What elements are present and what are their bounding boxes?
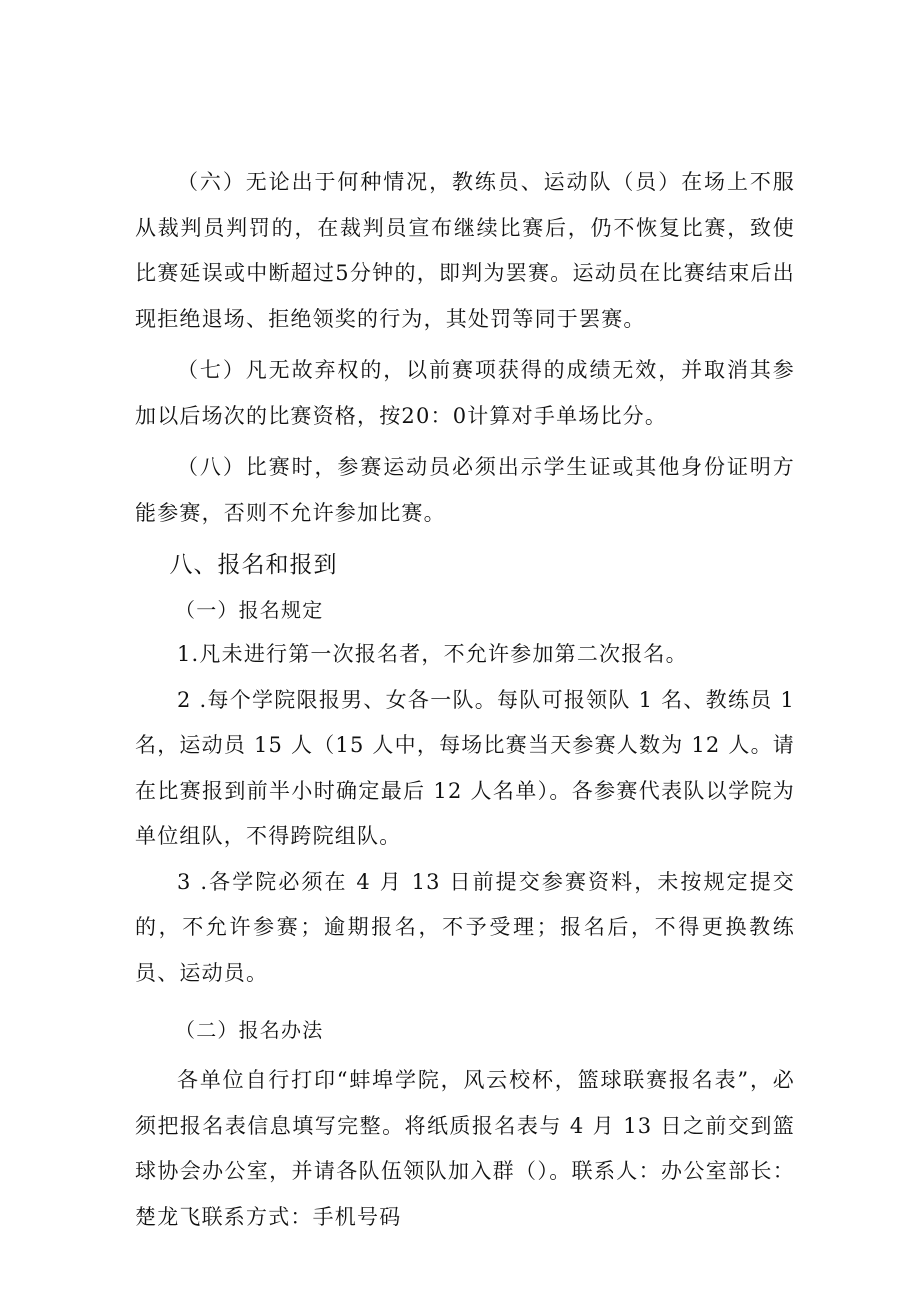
paragraph-rule-8: （八）比赛时，参赛运动员必须出示学生证或其他身份证明方能参赛，否则不允许参加比赛。 — [135, 455, 795, 525]
document-body — [135, 160, 795, 1240]
registration-item-3: 3 .各学院必须在 4 月 13 日前提交参赛资料，未按规定提交的，不允许参赛；逾期报名，不予受理；报名后，不得更换教练员、运动员。 — [135, 869, 795, 985]
section-heading-registration: 八、报名和报到 — [169, 552, 338, 578]
paragraph-rule-7: （七）凡无故弃权的，以前赛项获得的成绩无效，并取消其参加以后场次的比赛资格，按20：0计算对手单场比分。 — [135, 358, 795, 428]
subheading-registration-method: （二）报名办法 — [175, 1018, 324, 1042]
paragraph-rule-6: （六）无论出于何种情况，教练员、运动队（员）在场上不服从裁判员判罚的，在裁判员宣布继续比赛后，仍不恢复比赛，致使比赛延误或中断超过5分钟的，即判为罢赛。运动员在比赛结束后出现拒绝退场、拒绝领奖的行为，其处罚等同于罢赛。 — [135, 170, 795, 331]
registration-method-text: 各单位自行打印“蚌埠学院，风云校杯，篮球联赛报名表”，必须把报名表信息填写完整。将纸质报名表与 4 月 13 日之前交到篮球协会办公室，并请各队伍领队加入群（）。联系人：办公室部长：楚龙飞联系方式：手机号码 — [135, 1068, 795, 1229]
registration-item-2: 2 .每个学院限报男、女各一队。每队可报领队 1 名、教练员 1 名，运动员 15 人（15 人中，每场比赛当天参赛人数为 12 人。请在比赛报到前半小时确定最后 12 人名单）。各参赛代表队以学院为单位组队，不得跨院组队。 — [135, 687, 795, 848]
subheading-registration-rules: （一）报名规定 — [175, 598, 324, 622]
registration-item-1: 1.凡未进行第一次报名者，不允许参加第二次报名。 — [177, 642, 688, 666]
